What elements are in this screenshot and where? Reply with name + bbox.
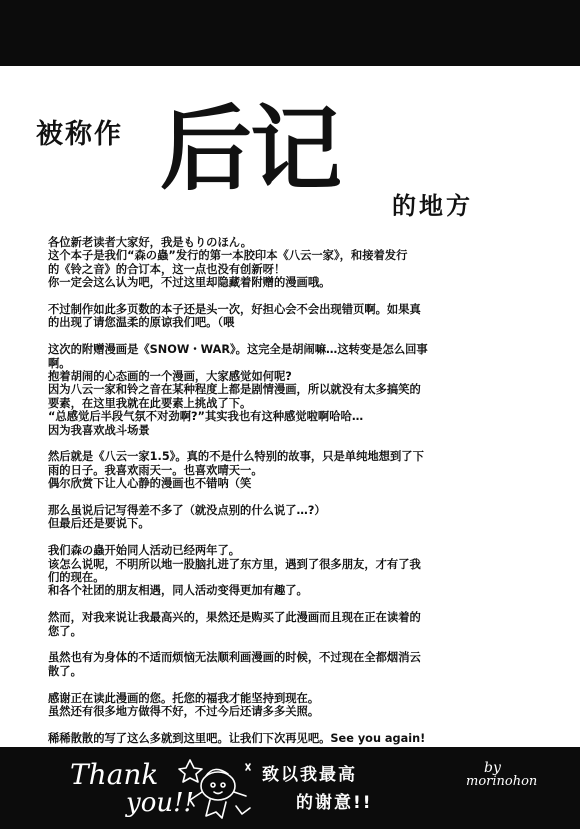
afterword-paragraph: [48, 732, 536, 745]
signature-by: by: [484, 760, 501, 776]
text-line: 稀稀散散的写了这么多就到这里吧。让我们下次再见吧。See you again!: [48, 731, 426, 745]
text-line: 散了。: [48, 664, 82, 678]
cartoon-character-doodle-icon: [176, 756, 258, 824]
text-line: 的出现了请您温柔的原谅我们吧。（喂: [48, 316, 235, 330]
text-line: 这次的附赠漫画是《SNOW・WAR》。这完全是胡闹嘛…这转变是怎么回事: [48, 343, 428, 357]
afterword-paragraph: [48, 692, 536, 719]
afterword-paragraph: [48, 544, 536, 598]
text-line: 因为八云一家和铃之音在某种程度上都是剧情漫画，所以就没有太多搞笑的: [48, 383, 421, 397]
text-line: 各位新老读者大家好，我是もりのほん。: [48, 236, 253, 249]
text-line: 的《铃之音》的合订本，这一点也没有创新呀！: [48, 262, 286, 276]
text-line: 啊。: [48, 356, 71, 370]
text-line: 要素，在这里我就在此要素上挑战了下。: [48, 396, 252, 410]
signature-name: morinohon: [466, 774, 538, 789]
text-line: 那么虽说后记写得差不多了（就没点别的什么说了…?）: [48, 504, 326, 518]
text-line: 虽然还有很多地方做得不好，不过今后还请多多关照。: [48, 705, 320, 719]
afterword-paragraph: [48, 504, 536, 531]
text-line: 不过制作如此多页数的本子还是头一次，好担心会不会出现错页啊。如果真: [48, 303, 421, 317]
top-black-band: [0, 0, 580, 66]
text-line: 然而，对我来说让我最高兴的，果然还是购买了此漫画而且现在正在读着的: [48, 611, 421, 625]
afterword-body: [48, 236, 536, 759]
text-line: 偶尔欣赏下让人心静的漫画也不错呐（笑: [48, 477, 252, 491]
text-line: 虽然也有为身体的不适而烦恼无法顺利画漫画的时候，不过现在全都烟消云: [48, 651, 421, 665]
text-line: 雨的日子。我喜欢雨天一。也喜欢晴天一。: [48, 463, 263, 477]
title-prefix: 被称作: [36, 119, 123, 150]
text-line: 因为我喜欢战斗场景: [48, 423, 150, 437]
text-line: 抱着胡闹的心态画的一个漫画，大家感觉如何呢?: [48, 370, 292, 384]
gratitude-line-2: 的谢意!!: [296, 793, 373, 813]
text-line: 你一定会这么认为吧，不过这里却隐藏着附赠的漫画哦。: [48, 276, 331, 290]
text-line: 但最后还是要说下。: [48, 517, 150, 531]
thanks-word-2: you!!: [126, 788, 194, 818]
thanks-word-1: Thank: [70, 758, 159, 791]
text-line: 您了。: [48, 624, 82, 638]
gratitude-line-1: 致以我最高: [262, 765, 357, 785]
text-line: 和各个社团的朋友相遇，同人活动变得更加有趣了。: [48, 584, 308, 598]
afterword-paragraph: [48, 611, 536, 638]
text-line: 这个本子是我们“森の蟲”发行的第一本胶印本《八云一家》，和接着发行: [48, 249, 408, 263]
title-suffix: 的地方: [392, 192, 473, 220]
thank-you-handwriting: [70, 758, 194, 822]
afterword-paragraph: [48, 450, 536, 490]
text-line: 该怎么说呢，不明所以地一股脑扎进了东方里，遇到了很多朋友，才有了我: [48, 557, 421, 571]
afterword-paragraph: [48, 343, 536, 437]
afterword-paragraph: [48, 236, 536, 290]
author-signature: [466, 760, 570, 800]
afterword-paragraph: [48, 651, 536, 678]
text-line: 我们森の蟲开始同人活动已经两年了。: [48, 544, 241, 558]
text-line: “总感觉后半段气氛不对劲啊?”其实我也有这种感觉啦啊哈哈…: [48, 410, 364, 424]
afterword-paragraph: [48, 303, 536, 330]
text-line: 感谢正在读此漫画的您。托您的福我才能坚持到现在。: [48, 691, 320, 705]
text-line: 们的现在。: [48, 571, 105, 585]
page-title: 后记: [160, 96, 341, 203]
text-line: 然后就是《八云一家1.5》。真的不是什么特别的故事，只是单纯地想到了下: [48, 450, 424, 464]
gratitude-message: [262, 760, 402, 820]
